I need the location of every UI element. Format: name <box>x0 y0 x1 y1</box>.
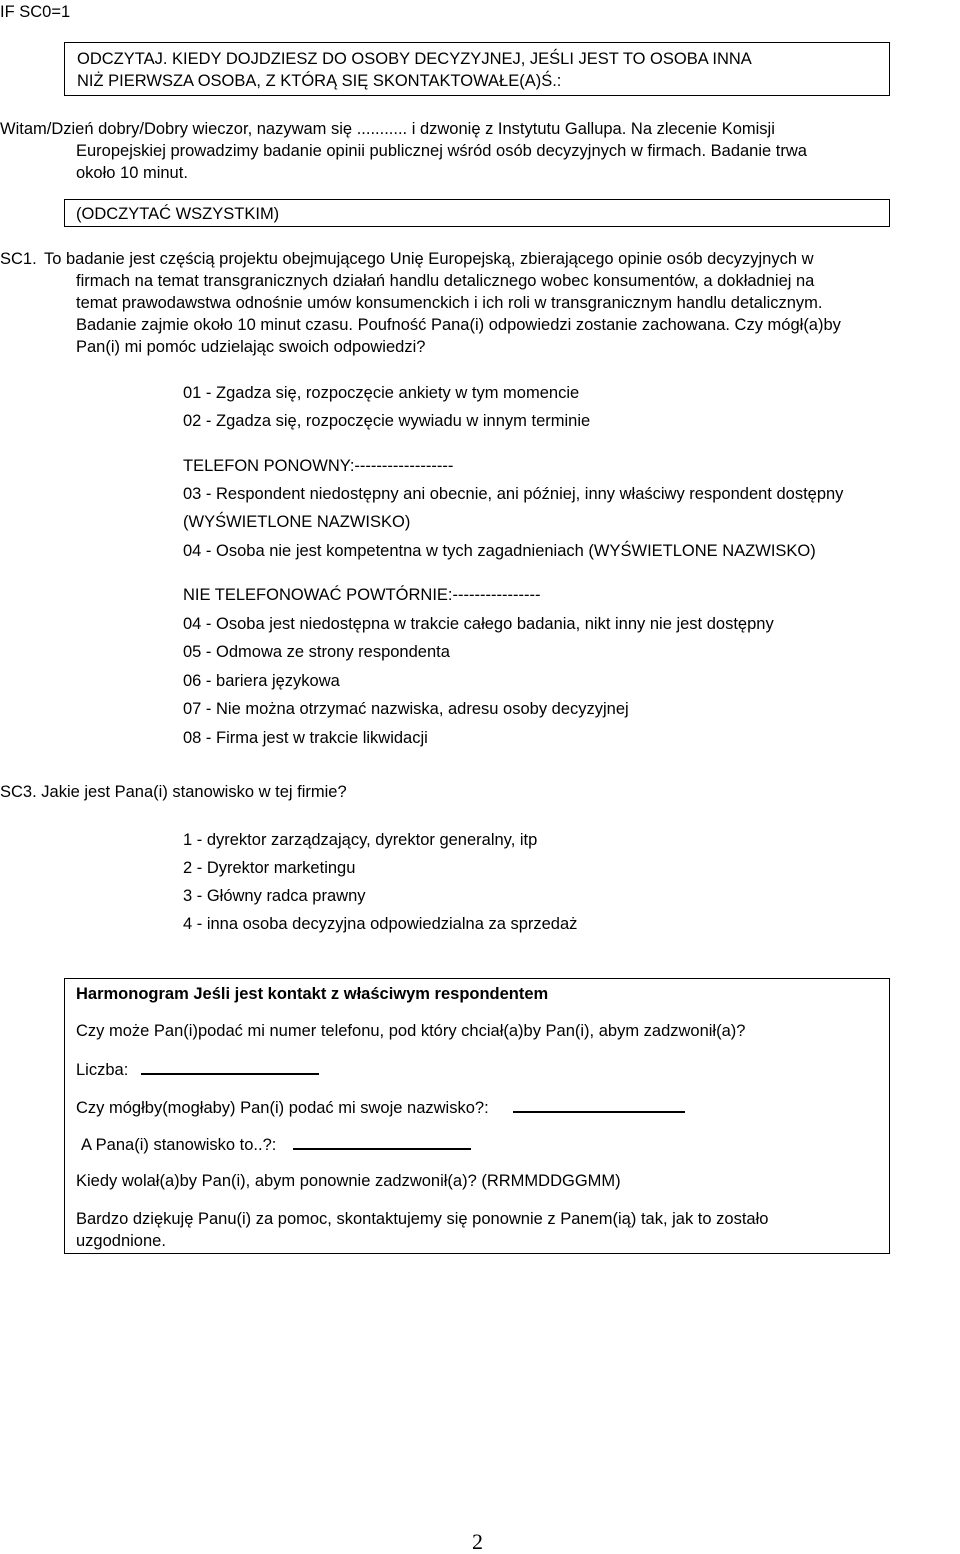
sc1-option-05: 05 - Odmowa ze strony respondenta <box>183 643 450 661</box>
number-label: Liczba: <box>76 1061 129 1079</box>
sc1-option-07: 07 - Nie można otrzymać nazwiska, adresu osoby decyzyjnej <box>183 700 629 718</box>
read-instruction-line-1: ODCZYTAJ. KIEDY DOJDZIESZ DO OSOBY DECYZYJNEJ, JEŚLI JEST TO OSOBA INNA <box>77 50 752 68</box>
condition-label: IF SC0=1 <box>0 3 71 21</box>
phone-question: Czy może Pan(i)podać mi numer telefonu, pod który chciał(a)by Pan(i), abym zadzwonił(a)? <box>76 1022 746 1040</box>
when-question: Kiedy wolał(a)by Pan(i), abym ponownie zadzwonił(a)? (RRMMDDGGMM) <box>76 1172 621 1190</box>
thanks-line-1: Bardzo dziękuję Panu(i) za pomoc, skontaktujemy się ponownie z Panem(ią) tak, jak to zostało <box>76 1210 769 1228</box>
sc1-line-2: firmach na temat transgranicznych działań handlu detalicznego wobec konsumentów, a dokładniej na <box>76 272 815 290</box>
sc1-line-5: Pan(i) mi pomóc udzielając swoich odpowiedzi? <box>76 338 426 356</box>
sc3-question: SC3. Jakie jest Pana(i) stanowisko w tej firmie? <box>0 783 347 801</box>
position-question: A Pana(i) stanowisko to..?: <box>81 1136 277 1154</box>
sc3-option-3: 3 - Główny radca prawny <box>183 887 366 905</box>
number-blank[interactable] <box>141 1059 319 1075</box>
read-all-box <box>64 199 890 227</box>
sc1-line-3: temat prawodawstwa odnośnie umów konsumenckich i ich roli w transgranicznym handlu detalicznym. <box>76 294 823 312</box>
page-number: 2 <box>472 1529 483 1554</box>
position-blank[interactable] <box>293 1134 471 1150</box>
sc1-option-04b: 04 - Osoba jest niedostępna w trakcie całego badania, nikt inny nie jest dostępny <box>183 615 774 633</box>
no-call-header: NIE TELEFONOWAĆ POWTÓRNIE:---------------- <box>183 586 541 604</box>
number-row <box>76 1059 319 1080</box>
name-question: Czy mógłby(mogłaby) Pan(i) podać mi swoje nazwisko?: <box>76 1099 489 1117</box>
thanks-line-2: uzgodnione. <box>76 1232 166 1250</box>
sc1-option-03: 03 - Respondent niedostępny ani obecnie, ani później, inny właściwy respondent dostępny <box>183 485 844 503</box>
name-blank[interactable] <box>513 1097 685 1113</box>
sc1-option-02: 02 - Zgadza się, rozpoczęcie wywiadu w innym terminie <box>183 412 591 430</box>
sc1-option-01: 01 - Zgadza się, rozpoczęcie ankiety w tym momencie <box>183 384 580 402</box>
read-instruction-line-2: NIŻ PIERWSZA OSOBA, Z KTÓRĄ SIĘ SKONTAKTOWAŁE(A)Ś.: <box>77 72 562 90</box>
read-all-label: (ODCZYTAĆ WSZYSTKIM) <box>76 205 280 223</box>
sc3-option-4: 4 - inna osoba decyzyjna odpowiedzialna za sprzedaż <box>183 915 578 933</box>
sc1-option-06: 06 - bariera językowa <box>183 672 340 690</box>
greeting-line-1: Witam/Dzień dobry/Dobry wieczor, nazywam się ........... i dzwonię z Instytutu Gallupa. Na zlecenie Komisji <box>0 120 775 138</box>
greeting-line-2: Europejskiej prowadzimy badanie opinii publicznej wśród osób decyzyjnych w firmach. Badanie trwa <box>76 142 807 160</box>
callback-header: TELEFON PONOWNY:------------------ <box>183 457 454 475</box>
sc1-option-03-note: (WYŚWIETLONE NAZWISKO) <box>183 513 411 531</box>
sc1-option-08: 08 - Firma jest w trakcie likwidacji <box>183 729 428 747</box>
name-row <box>76 1097 685 1118</box>
sc1-line-4: Badanie zajmie około 10 minut czasu. Poufność Pana(i) odpowiedzi zostanie zachowana. Czy mógł(a)by <box>76 316 841 334</box>
schedule-box <box>64 978 890 1254</box>
read-instruction-box <box>64 42 890 96</box>
greeting-line-3: około 10 minut. <box>76 164 188 182</box>
sc3-option-1: 1 - dyrektor zarządzający, dyrektor generalny, itp <box>183 831 538 849</box>
position-row <box>81 1134 471 1155</box>
sc3-option-2: 2 - Dyrektor marketingu <box>183 859 356 877</box>
sc1-option-04a: 04 - Osoba nie jest kompetentna w tych zagadnieniach (WYŚWIETLONE NAZWISKO) <box>183 542 816 560</box>
schedule-title: Harmonogram Jeśli jest kontakt z właściwym respondentem <box>76 985 549 1003</box>
sc1-code: SC1. <box>0 250 37 268</box>
sc1-line-1: To badanie jest częścią projektu obejmującego Unię Europejską, zbierającego opinie osób decyzyjnych w <box>44 250 814 268</box>
